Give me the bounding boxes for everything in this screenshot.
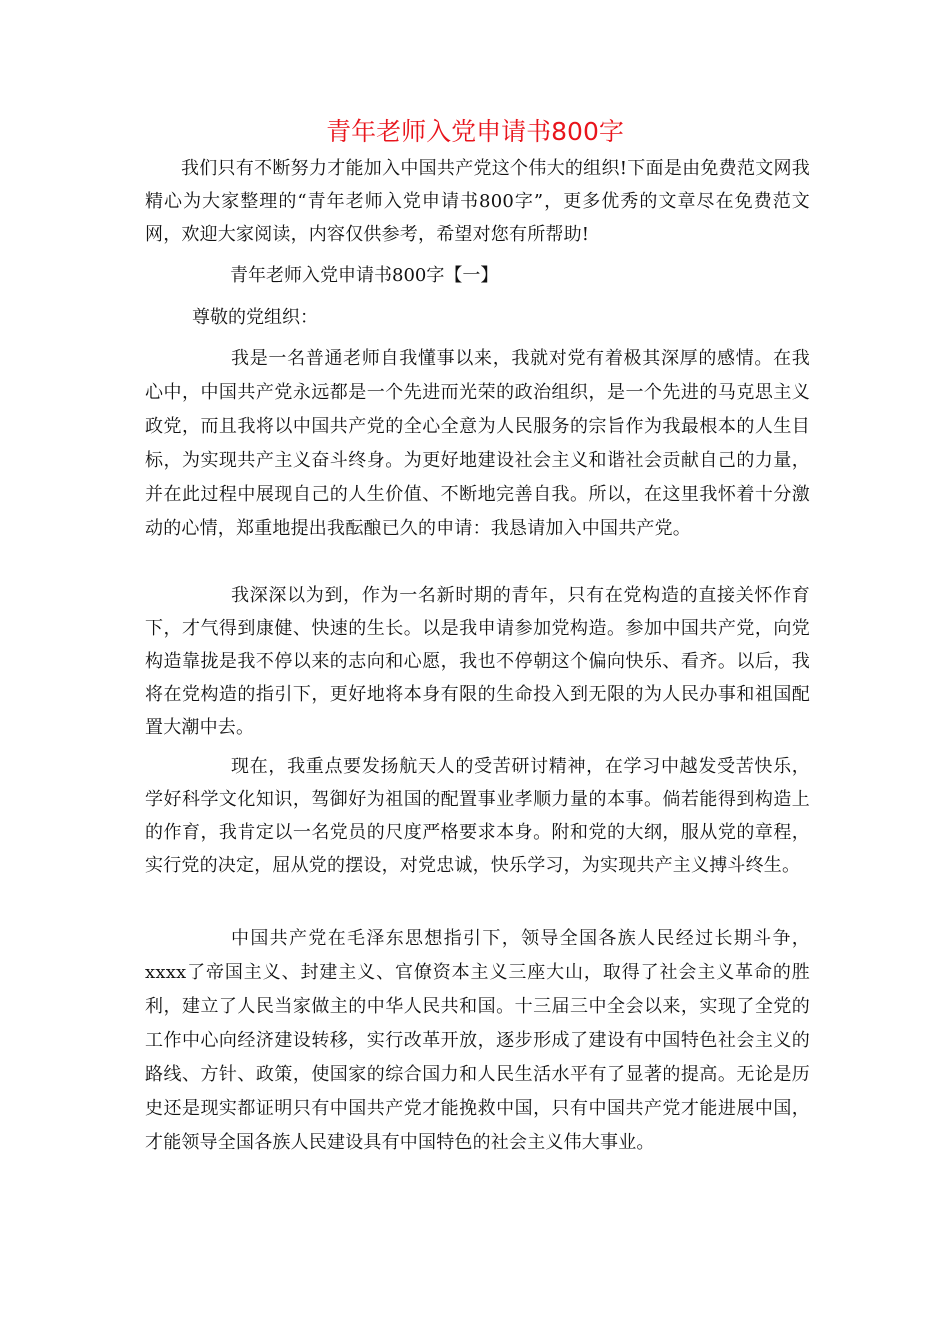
intro-paragraph: 我们只有不断努力才能加入中国共产党这个伟大的组织!下面是由免费范文网我精心为大家整理的“青年老师入党申请书800字”，更多优秀的文章尽在免费范文网，欢迎大家阅读，内容仅供参考，希望对您有所帮助! bbox=[145, 158, 810, 245]
salutation: 尊敬的党组织： bbox=[192, 307, 318, 328]
body-paragraph-3: 现在，我重点要发扬航天人的受苦研讨精神，在学习中越发受苦快乐，学好科学文化知识，驾御好为祖国的配置事业孝顺力量的本事。倘若能得到构造上的作育，我肯定以一名党员的尺度严格要求本身。附和党的大纲，服从党的章程，实行党的决定，屈从党的摆设，对党忠诚，快乐学习，为实现共产主义搏斗终生。 bbox=[145, 756, 810, 876]
document-title: 青年老师入党申请书800字 bbox=[326, 117, 624, 146]
section-heading: 青年老师入党申请书800字【一】 bbox=[230, 265, 499, 286]
body-paragraph-1: 我是一名普通老师自我懂事以来，我就对党有着极其深厚的感情。在我心中，中国共产党永远都是一个先进而光荣的政治组织，是一个先进的马克思主义政党，而且我将以中国共产党的全心全意为人民服务的宗旨作为我最根本的人生目标，为实现共产主义奋斗终身。为更好地建设社会主义和谐社会贡献自己的力量，并在此过程中展现自己的人生价值、不断地完善自我。所以，在这里我怀着十分激动的心情，郑重地提出我酝酿已久的申请：我恳请加入中国共产党。 bbox=[145, 348, 810, 539]
body-paragraph-2: 我深深以为到，作为一名新时期的青年，只有在党构造的直接关怀作育下，才气得到康健、快速的生长。以是我申请参加党构造。参加中国共产党，向党构造靠拢是我不停以来的志向和心愿，我也不停朝这个偏向快乐、看齐。以后，我将在党构造的指引下，更好地将本身有限的生命投入到无限的为人民办事和祖国配置大潮中去。 bbox=[145, 585, 810, 738]
body-paragraph-4: 中国共产党在毛泽东思想指引下，领导全国各族人民经过长期斗争，xxxx了帝国主义、封建主义、官僚资本主义三座大山，取得了社会主义革命的胜利，建立了人民当家做主的中华人民共和国。十三届三中全会以来，实现了全党的工作中心向经济建设转移，实行改革开放，逐步形成了建设有中国特色社会主义的路线、方针、政策，使国家的综合国力和人民生活水平有了显著的提高。无论是历史还是现实都证明只有中国共产党才能挽救中国，只有中国共产党才能进展中国，才能领导全国各族人民建设具有中国特色的社会主义伟大事业。 bbox=[145, 928, 810, 1153]
